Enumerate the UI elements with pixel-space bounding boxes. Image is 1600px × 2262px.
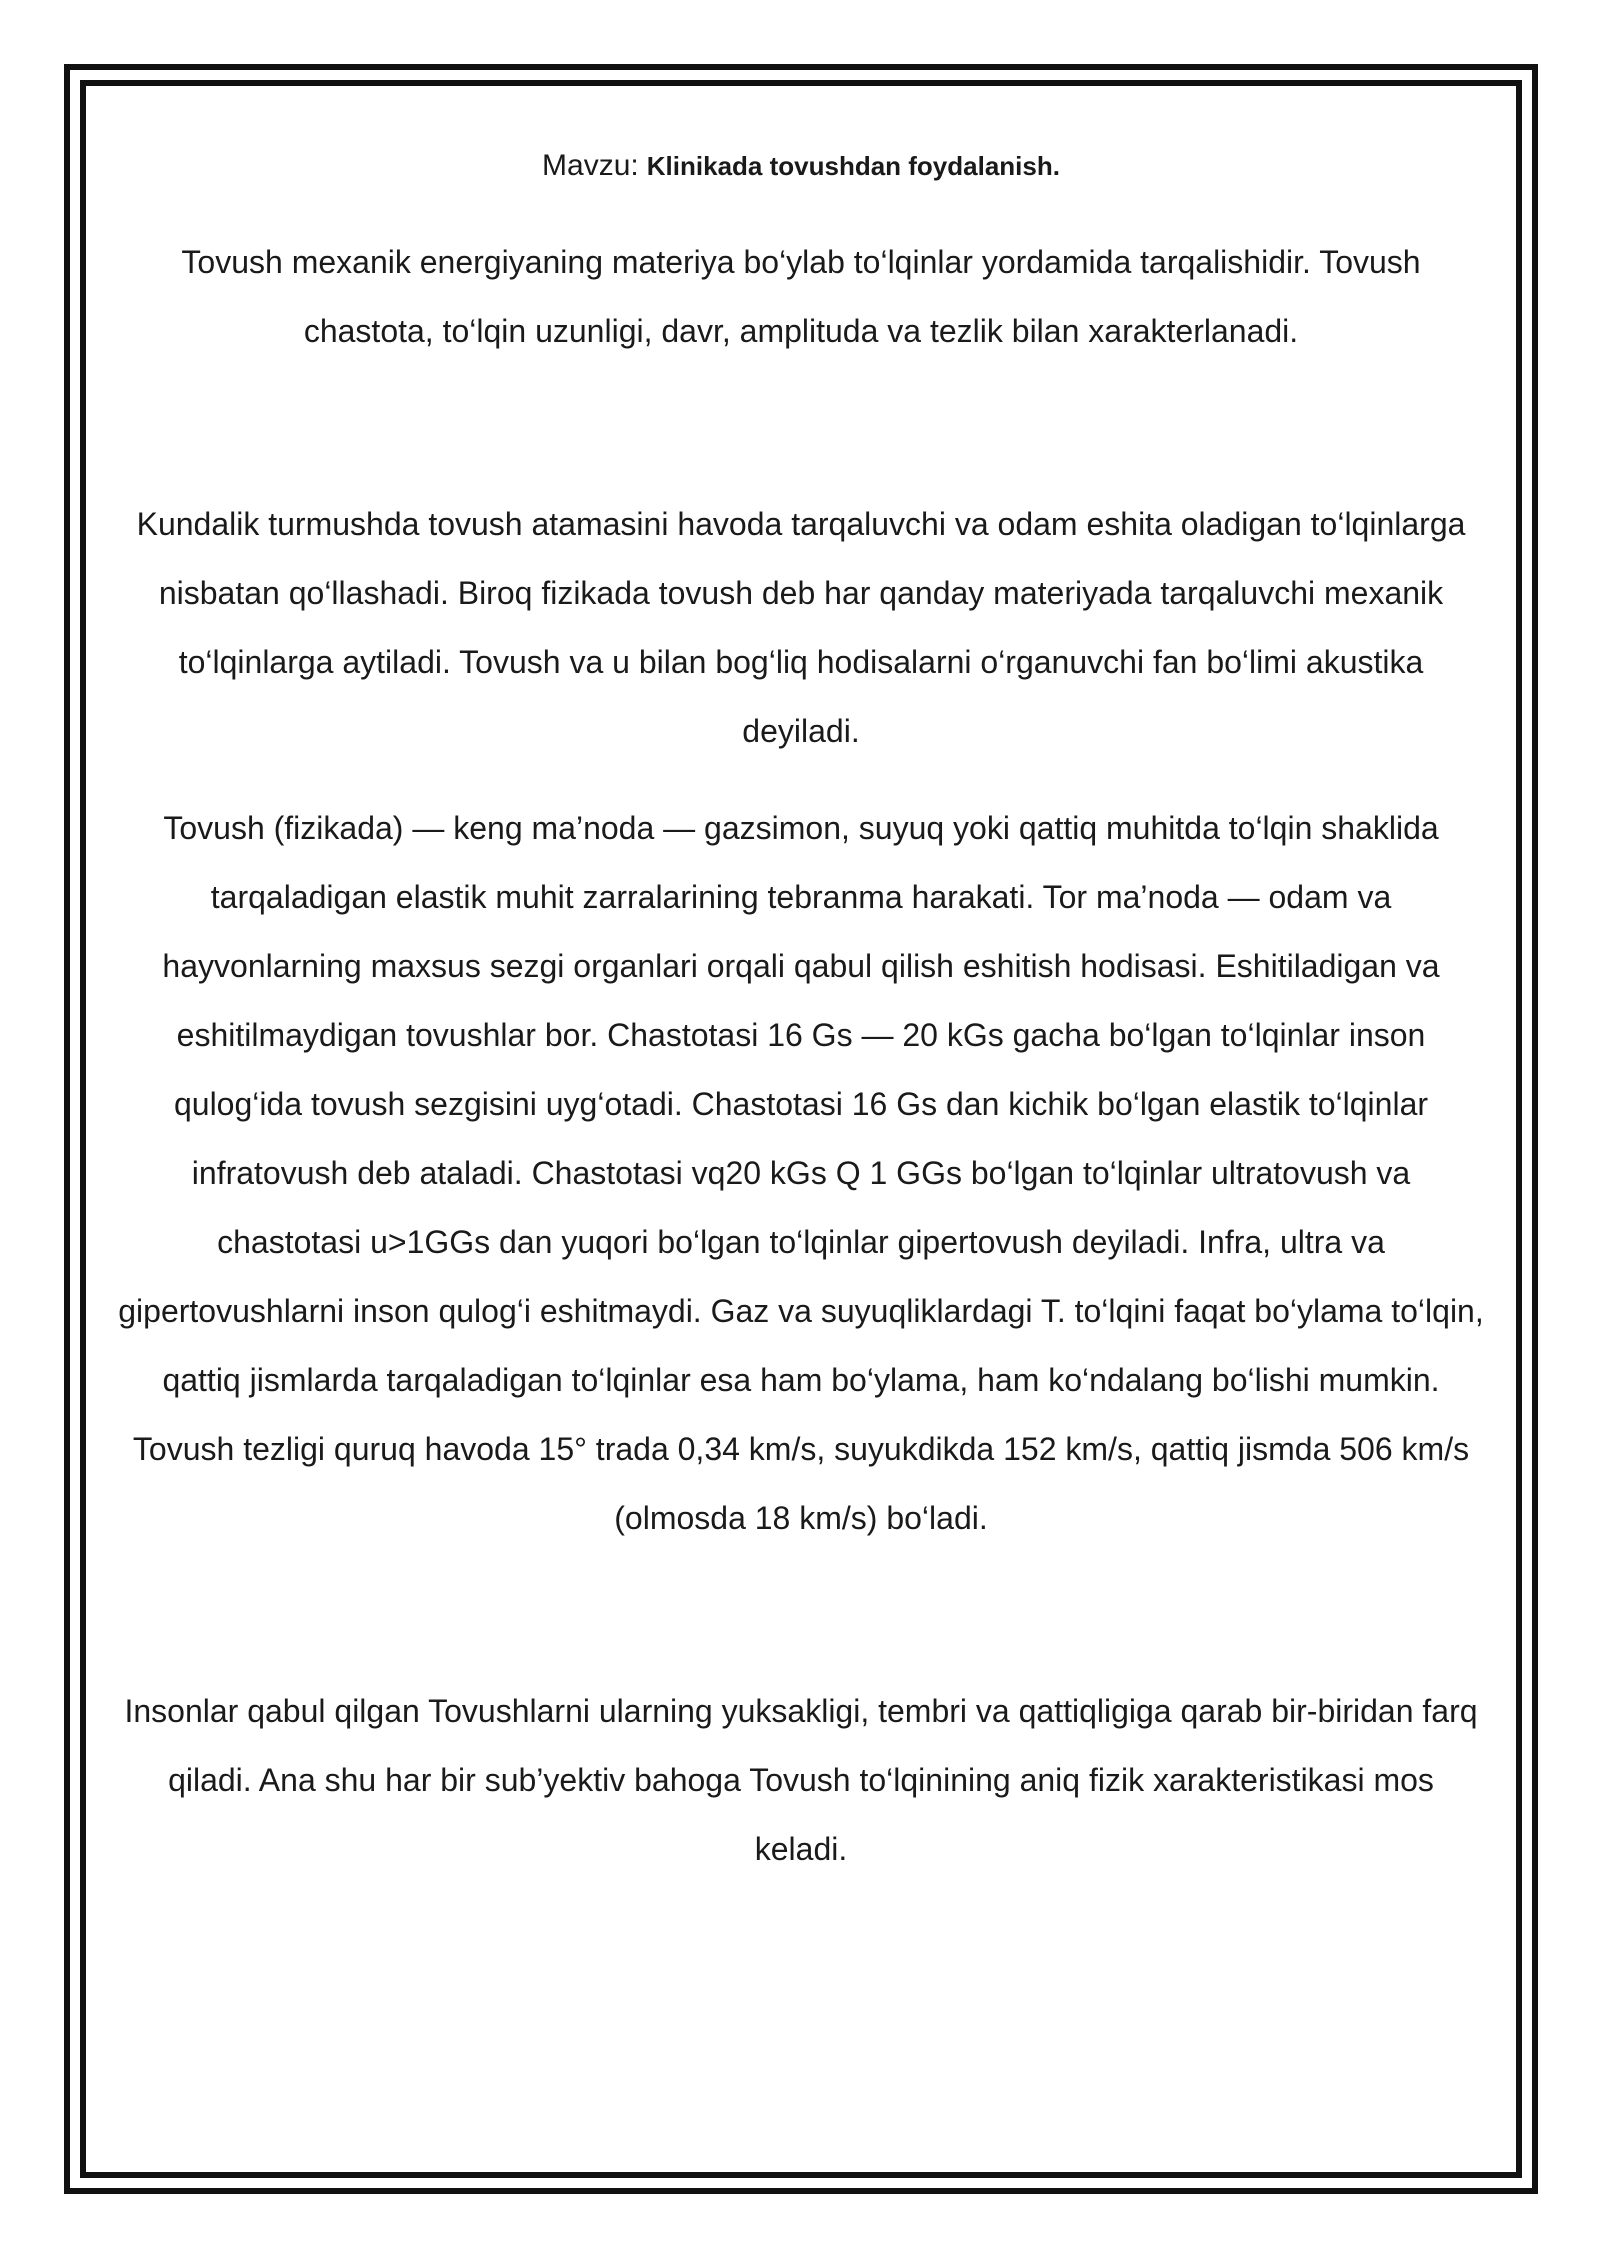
paragraph-everyday-usage: Kundalik turmushda tovush atamasini havoda tarqaluvchi va odam eshita oladigan to‘lqinlarga nisbatan qo‘llashadi. Biroq fizikada tovush deb har qanday materiyada tarqaluvchi mexanik to‘lqinlarga aytiladi. Tovush va u bilan bog‘liq hodisalarni o‘rganuvchi fan bo‘limi akustika deyiladi. [136,506,1466,749]
document-body [118,148,1484,1884]
spacer [118,1553,1484,1677]
document-title [118,148,1484,184]
paragraph-physics: Tovush (fizikada) — keng ma’noda — gazsimon, suyuq yoki qattiq muhitda to‘lqin shaklida tarqaladigan elastik muhit zarralarining tebranma harakati. Tor ma’noda — odam va hayvonlarning maxsus sezgi organlari orqali qabul qilish eshitish hodisasi. Eshitiladigan va eshitilmaydigan tovushlar bor. Chastotasi 16 Gs — 20 kGs gacha bo‘lgan to‘lqinlar inson qulog‘ida tovush sezgisini uyg‘otadi. Chastotasi 16 Gs dan kichik bo‘lgan elastik to‘lqinlar infratovush deb ataladi. Chastotasi vq20 kGs Q 1 GGs bo‘lgan to‘lqinlar ultratovush va chastotasi u>1GGs dan yuqori bo‘lgan to‘lqinlar gipertovush deyiladi. Infra, ultra va gipertovushlarni inson qulog‘i eshitmaydi. Gaz va suyuqliklardagi T. to‘lqini faqat bo‘ylama to‘lqin, qattiq jismlarda tarqaladigan to‘lqinlar esa ham bo‘ylama, ham ko‘ndalang bo‘lishi mumkin. Tovush tezligi quruq havoda 15° trada 0,34 km/s, suyukdikda 152 km/s, qattiq jismda 506 km/s (olmosda 18 km/s) bo‘ladi. [118,810,1484,1536]
spacer [118,766,1484,794]
title-label: Mavzu: [542,149,639,182]
title-text: Klinikada tovushdan foydalanish. [646,151,1060,181]
spacer [118,366,1484,490]
paragraph-definition: Tovush mexanik energiyaning materiya bo‘ylab to‘lqinlar yordamida tarqalishidir. Tovush chastota, to‘lqin uzunligi, davr, amplituda va tezlik bilan xarakterlanadi. [181,244,1421,349]
paragraph-perception: Insonlar qabul qilgan Tovushlarni ularning yuksakligi, tembri va qattiqligiga qarab bir-biridan farq qiladi. Ana shu har bir sub’yektiv bahoga Tovush to‘lqinining aniq fizik xarakteristikasi mos keladi. [124,1693,1478,1867]
